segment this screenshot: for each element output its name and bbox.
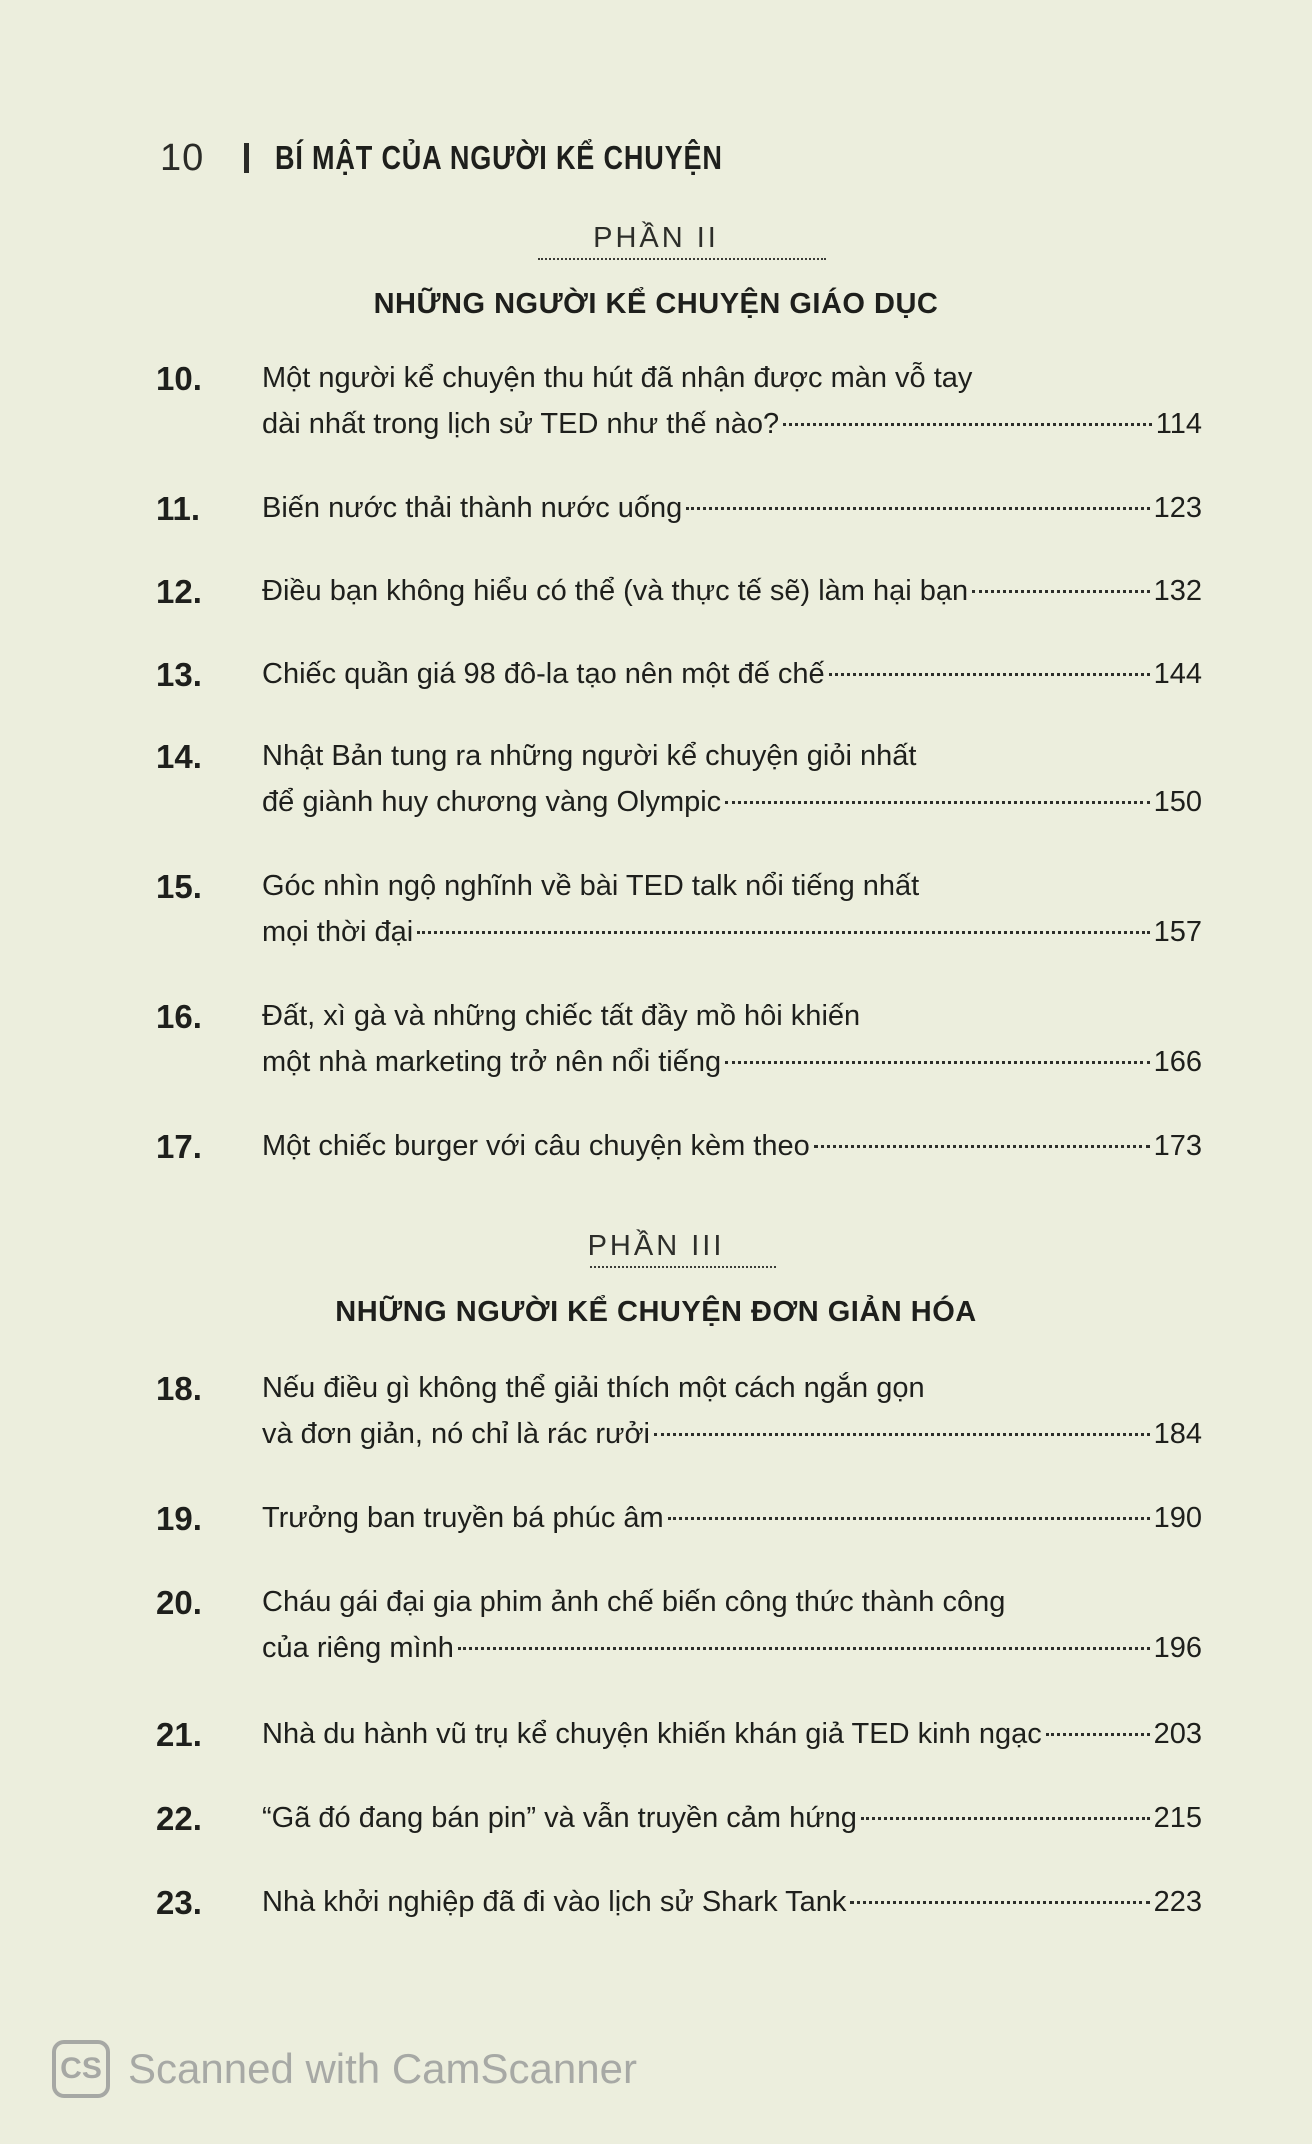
dot-leader xyxy=(725,1061,1150,1064)
chapter-title-text: và đơn giản, nó chỉ là rác rưởi xyxy=(262,1418,650,1450)
chapter-title-last-line xyxy=(262,1886,1202,1919)
dot-leader xyxy=(417,931,1149,934)
chapter-number: 17. xyxy=(156,1128,202,1165)
chapter-title-text: Trưởng ban truyền bá phúc âm xyxy=(262,1502,664,1534)
chapter-title: Góc nhìn ngộ nghĩnh về bài TED talk nổi tiếng nhất xyxy=(262,870,920,902)
chapter-title-text: “Gã đó đang bán pin” và vẫn truyền cảm hứng xyxy=(262,1802,857,1834)
page-ref: 223 xyxy=(1153,1886,1202,1918)
page-ref: 203 xyxy=(1153,1718,1202,1750)
chapter-title-last-line xyxy=(262,916,1202,949)
section-title: NHỮNG NGƯỜI KỂ CHUYỆN ĐƠN GIẢN HÓA xyxy=(335,1296,977,1328)
page-ref: 166 xyxy=(1153,1046,1202,1078)
dot-leader xyxy=(725,801,1149,804)
part-label: PHẦN II xyxy=(593,222,719,254)
page-ref: 184 xyxy=(1153,1418,1202,1450)
dot-leader xyxy=(668,1517,1150,1520)
chapter-title-last-line xyxy=(262,1130,1202,1163)
page-ref: 173 xyxy=(1153,1130,1202,1162)
chapter-title-last-line xyxy=(262,1718,1202,1751)
chapter-title-text: mọi thời đại xyxy=(262,916,414,948)
chapter-number: 20. xyxy=(156,1584,202,1621)
page-ref: 150 xyxy=(1153,786,1202,818)
chapter-title-last-line xyxy=(262,575,1202,608)
chapter-title-text: Nhà du hành vũ trụ kể chuyện khiến khán giả TED kinh ngạc xyxy=(262,1718,1042,1750)
page-ref: 157 xyxy=(1153,916,1202,948)
chapter-number: 22. xyxy=(156,1800,202,1837)
page-ref: 215 xyxy=(1153,1802,1202,1834)
chapter-title-last-line xyxy=(262,1418,1202,1451)
page-ref: 190 xyxy=(1153,1502,1202,1534)
watermark-text: Scanned with CamScanner xyxy=(128,2045,637,2092)
dot-leader xyxy=(861,1817,1150,1820)
dot-leader xyxy=(1046,1733,1150,1736)
chapter-title-last-line xyxy=(262,408,1202,441)
chapter-title-text: Biến nước thải thành nước uống xyxy=(262,492,683,524)
chapter-title-text: Điều bạn không hiểu có thể (và thực tế sẽ) làm hại bạn xyxy=(262,575,969,607)
chapter-number: 18. xyxy=(156,1370,202,1407)
section-title: NHỮNG NGƯỜI KỂ CHUYỆN GIÁO DỤC xyxy=(373,288,939,320)
chapter-title-last-line xyxy=(262,786,1202,819)
chapter-title-last-line xyxy=(262,492,1202,525)
running-header xyxy=(160,132,821,184)
chapter-title-text: để giành huy chương vàng Olympic xyxy=(262,786,722,818)
chapter-number: 12. xyxy=(156,573,202,610)
chapter-title-last-line xyxy=(262,1502,1202,1535)
chapter-number: 19. xyxy=(156,1500,202,1537)
part-divider xyxy=(538,258,826,260)
chapter-title-text: Nhà khởi nghiệp đã đi vào lịch sử Shark Tank xyxy=(262,1886,847,1918)
chapter-title-last-line xyxy=(262,1802,1202,1835)
page-ref: 123 xyxy=(1153,492,1202,524)
chapter-title-last-line xyxy=(262,1632,1202,1665)
chapter-number: 21. xyxy=(156,1716,202,1753)
chapter-number: 14. xyxy=(156,738,202,775)
page-ref: 144 xyxy=(1153,658,1202,690)
chapter-title-text: Chiếc quần giá 98 đô-la tạo nên một đế chế xyxy=(262,658,825,690)
part-divider xyxy=(590,1266,776,1268)
part-label: PHẦN III xyxy=(587,1230,725,1262)
chapter-title: Nhật Bản tung ra những người kể chuyện giỏi nhất xyxy=(262,740,917,772)
chapter-title-text: dài nhất trong lịch sử TED như thế nào? xyxy=(262,408,780,440)
header-divider xyxy=(244,143,249,173)
chapter-title: Đất, xì gà và những chiếc tất đầy mồ hôi khiến xyxy=(262,1000,861,1032)
chapter-title: Nếu điều gì không thể giải thích một cách ngắn gọn xyxy=(262,1372,925,1404)
dot-leader xyxy=(850,1901,1149,1904)
dot-leader xyxy=(829,673,1150,676)
chapter-title: Cháu gái đại gia phim ảnh chế biến công thức thành công xyxy=(262,1586,1006,1618)
page-number: 10 xyxy=(160,136,205,179)
dot-leader xyxy=(654,1433,1150,1436)
chapter-title-last-line xyxy=(262,1046,1202,1079)
dot-leader xyxy=(783,423,1152,426)
chapter-title-text: Một chiếc burger với câu chuyện kèm theo xyxy=(262,1130,810,1162)
chapter-number: 15. xyxy=(156,868,202,905)
chapter-number: 16. xyxy=(156,998,202,1035)
camscanner-watermark xyxy=(52,2040,637,2098)
page-ref: 132 xyxy=(1153,575,1202,607)
chapter-title-text: một nhà marketing trở nên nổi tiếng xyxy=(262,1046,722,1078)
chapter-title-text: của riêng mình xyxy=(262,1632,454,1664)
dot-leader xyxy=(972,590,1149,593)
page-ref: 196 xyxy=(1153,1632,1202,1664)
dot-leader xyxy=(814,1145,1150,1148)
chapter-number: 10. xyxy=(156,360,202,397)
chapter-number: 13. xyxy=(156,656,202,693)
chapter-title-last-line xyxy=(262,658,1202,691)
chapter-title: Một người kể chuyện thu hút đã nhận được màn vỗ tay xyxy=(262,362,973,394)
book-title: BÍ MẬT CỦA NGƯỜI KỂ CHUYỆN xyxy=(275,139,723,176)
dot-leader xyxy=(458,1647,1150,1650)
chapter-number: 11. xyxy=(156,490,201,527)
page-ref: 114 xyxy=(1155,408,1202,440)
dot-leader xyxy=(686,507,1149,510)
camscanner-logo-icon: CS xyxy=(52,2040,110,2098)
chapter-number: 23. xyxy=(156,1884,202,1921)
